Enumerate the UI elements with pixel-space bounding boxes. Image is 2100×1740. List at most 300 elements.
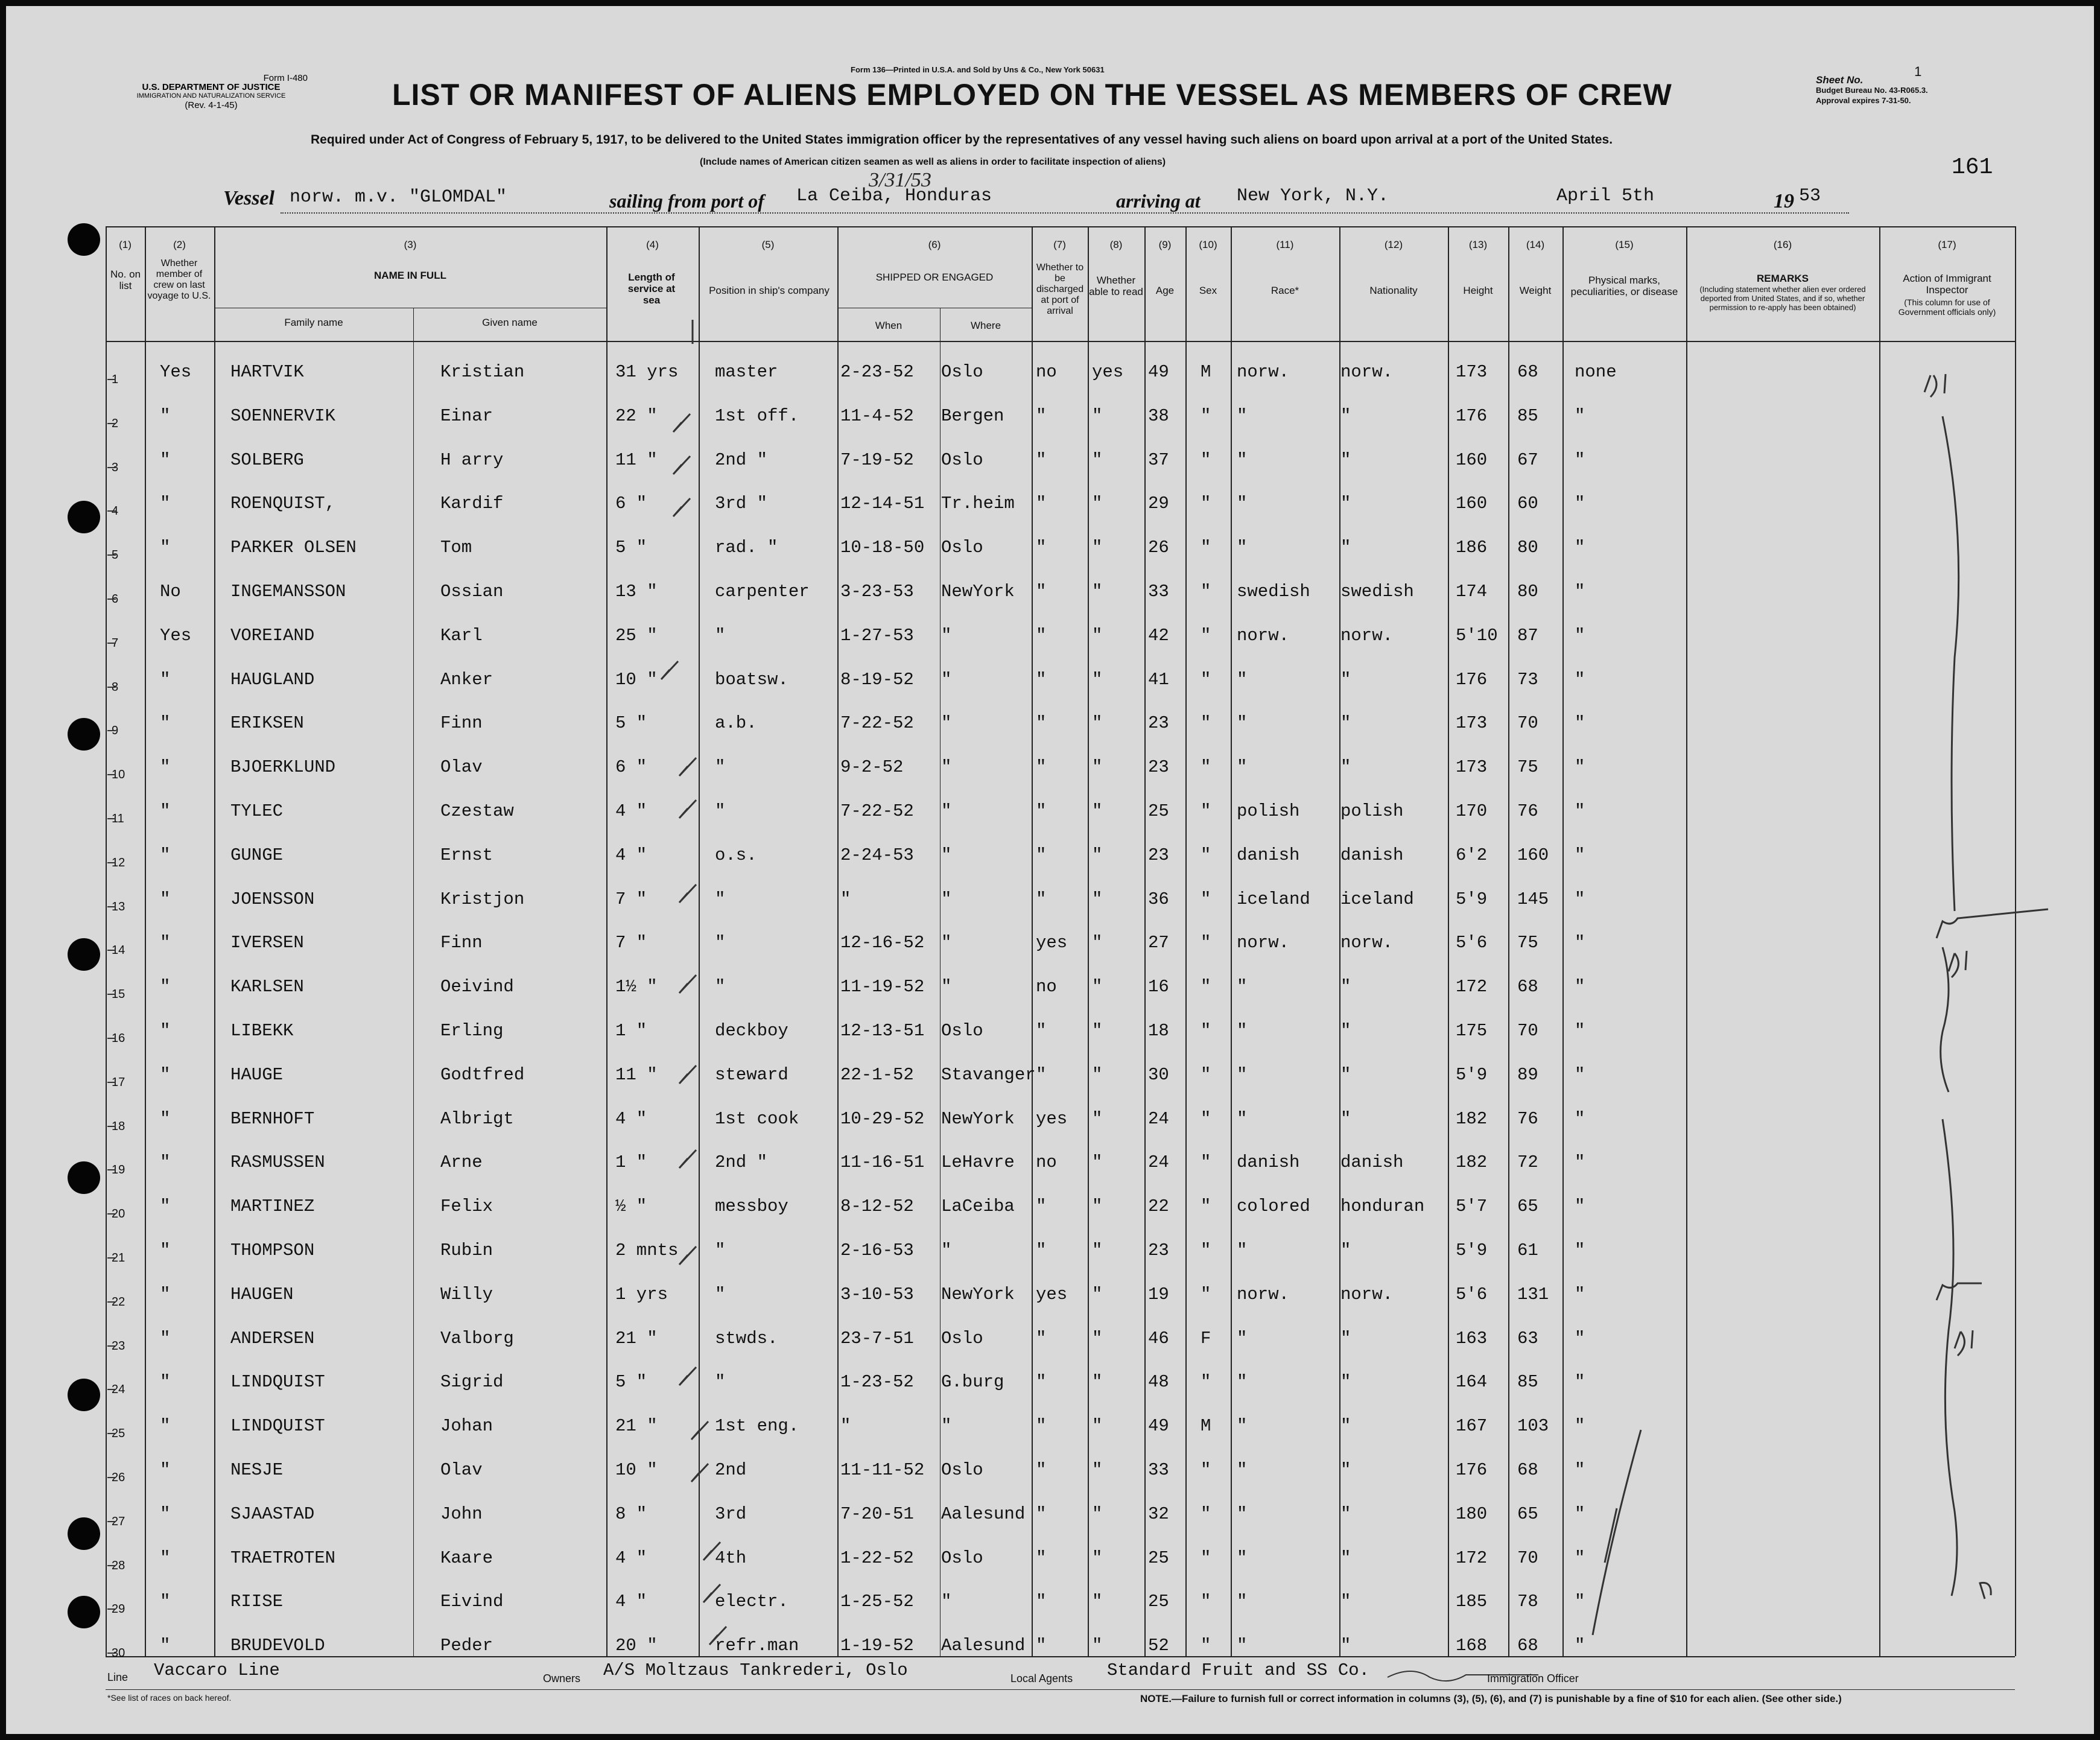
given-name-cell: Finn [440,713,483,733]
race-cell: norw. [1237,362,1290,382]
row-number: 21 [112,1251,125,1265]
family-name-cell: ANDERSEN [230,1329,315,1348]
nationality-cell: norw. [1340,933,1394,953]
height-cell: 5'7 [1456,1196,1488,1216]
position-cell: boatsw. [715,670,788,690]
race-cell: " [1237,1636,1248,1656]
shipped-where-cell: Oslo [941,1548,983,1568]
weight-cell: 80 [1517,582,1538,602]
sex-cell: " [1201,845,1211,865]
sex-cell: " [1201,1592,1211,1611]
weight-cell: 65 [1517,1504,1538,1524]
arriving-label: arriving at [1116,190,1201,212]
shipped-when-cell: 12-14-51 [840,494,925,513]
family-name-cell: NESJE [230,1460,284,1480]
colnum-11: (11) [1276,239,1294,250]
family-name-cell: LINDQUIST [230,1372,325,1392]
age-cell: 24 [1148,1152,1169,1172]
vessel-name: norw. m.v. "GLOMDAL" [290,187,507,208]
colnum-7: (7) [1053,239,1066,250]
height-cell: 5'6 [1456,1284,1488,1304]
row-number: 22 [112,1295,125,1309]
marks-cell: " [1575,1021,1585,1041]
printer-note: Form 136—Printed in U.S.A. and Sold by Uns & Co., New York 50631 [851,65,1105,74]
service-cell: 20 " [615,1636,658,1656]
read-cell: " [1092,1460,1103,1480]
race-cell: " [1237,977,1248,997]
discharge-cell: yes [1036,933,1068,953]
discharge-cell: " [1036,801,1047,821]
marks-cell: " [1575,1372,1585,1392]
position-cell: 1st eng. [715,1416,799,1436]
colnum-15: (15) [1615,239,1634,250]
weight-cell: 160 [1517,845,1549,865]
hdr-read: Whether able to read [1089,275,1143,297]
age-cell: 33 [1148,582,1169,602]
punch-hole-2 [68,501,100,533]
prev-voyage-cell: Yes [160,626,192,646]
sex-cell: " [1201,801,1211,821]
read-cell: " [1092,538,1103,557]
position-cell: " [715,757,726,777]
shipped-when-cell: 2-24-53 [840,845,914,865]
weight-cell: 68 [1517,1636,1538,1656]
nationality-cell: norw. [1340,1284,1394,1304]
age-cell: 38 [1148,406,1169,426]
discharge-cell: no [1036,1152,1057,1172]
marks-cell: " [1575,933,1585,953]
service-cell: 2 mnts [615,1240,679,1260]
position-cell: 3rd " [715,494,768,513]
given-name-cell: Kardif [440,494,504,513]
prev-voyage-cell: " [160,670,171,690]
family-name-cell: BRUDEVOLD [230,1636,325,1656]
row-number: 10 [112,768,125,781]
shipped-when-cell: 1-23-52 [840,1372,914,1392]
sex-cell: M [1201,1416,1211,1436]
service-cell: 8 " [615,1504,647,1524]
marks-cell: " [1575,1065,1585,1085]
row-number: 8 [112,681,119,694]
family-name-cell: INGEMANSSON [230,582,346,602]
family-name-cell: SOENNERVIK [230,406,336,426]
weight-cell: 76 [1517,801,1538,821]
shipped-where-cell: Oslo [941,1460,983,1480]
sex-cell: " [1201,1152,1211,1172]
position-cell: " [715,626,726,646]
read-cell: " [1092,1109,1103,1129]
prev-voyage-cell: Yes [160,362,192,382]
position-cell: " [715,1240,726,1260]
service-cell: 11 " [615,1065,658,1085]
height-cell: 167 [1456,1416,1488,1436]
age-cell: 36 [1148,889,1169,909]
hdr-position: Position in ship's company [709,285,830,296]
shipped-when-cell: 23-7-51 [840,1329,914,1348]
shipped-where-cell: " [941,670,952,690]
service-cell: 1 " [615,1152,647,1172]
shipped-where-cell: " [941,1240,952,1260]
height-cell: 5'10 [1456,626,1498,646]
discharge-cell: " [1036,1460,1047,1480]
position-cell: 2nd " [715,450,768,470]
service-cell: ½ " [615,1196,647,1216]
row-number: 26 [112,1471,125,1484]
marks-cell: " [1575,670,1585,690]
marks-cell: " [1575,450,1585,470]
nationality-cell: " [1340,1636,1351,1656]
marks-cell: " [1575,1636,1585,1656]
discharge-cell: " [1036,1065,1047,1085]
shipped-when-cell: 1-19-52 [840,1636,914,1656]
shipped-when-cell: 22-1-52 [840,1065,914,1085]
discharge-cell: " [1036,1196,1047,1216]
position-cell: o.s. [715,845,757,865]
sex-cell: " [1201,1504,1211,1524]
race-cell: danish [1237,1152,1300,1172]
weight-cell: 87 [1517,626,1538,646]
row-number: 4 [112,504,119,518]
race-cell: " [1237,757,1248,777]
sex-cell: " [1201,582,1211,602]
sex-cell: " [1201,889,1211,909]
weight-cell: 68 [1517,977,1538,997]
discharge-cell: " [1036,1372,1047,1392]
shipped-when-cell: 2-23-52 [840,362,914,382]
discharge-cell: " [1036,845,1047,865]
colnum-14: (14) [1526,239,1545,250]
sex-cell: " [1201,1065,1211,1085]
read-cell: " [1092,1548,1103,1568]
height-cell: 173 [1456,362,1488,382]
height-cell: 176 [1456,406,1488,426]
race-cell: " [1237,1504,1248,1524]
row-number: 24 [112,1383,125,1396]
line-label: Line [107,1671,128,1683]
nationality-cell: honduran [1340,1196,1425,1216]
service-cell: 6 " [615,494,647,513]
colnum-6: (6) [928,239,941,250]
marks-cell: " [1575,1196,1585,1216]
colnum-10: (10) [1199,239,1217,250]
weight-cell: 80 [1517,538,1538,557]
include-line: (Include names of American citizen seamen as well as aliens in order to facilitate inspection of aliens) [700,157,1166,167]
row-number: 20 [112,1207,125,1221]
height-cell: 163 [1456,1329,1488,1348]
sheet-label: Sheet No. [1816,74,1864,86]
age-cell: 41 [1148,670,1169,690]
given-name-cell: Albrigt [440,1109,514,1129]
nationality-cell: norw. [1340,626,1394,646]
row-number: 7 [112,637,119,650]
height-cell: 186 [1456,538,1488,557]
given-name-cell: Johan [440,1416,493,1436]
race-cell: colored [1237,1196,1310,1216]
shipped-where-cell: " [941,845,952,865]
service-name: IMMIGRATION AND NATURALIZATION SERVICE [136,92,286,100]
sex-cell: " [1201,1284,1211,1304]
race-cell: " [1237,494,1248,513]
prev-voyage-cell: " [160,1109,171,1129]
prev-voyage-cell: " [160,1504,171,1524]
shipped-when-cell: 9-2-52 [840,757,904,777]
race-cell: " [1237,1021,1248,1041]
hdr-remarks: REMARKS [1757,273,1809,284]
age-cell: 37 [1148,450,1169,470]
sex-cell: " [1201,1548,1211,1568]
prev-voyage-cell: " [160,1416,171,1436]
nationality-cell: polish [1340,801,1404,821]
shipped-where-cell: " [941,1592,952,1611]
arrival-date: April 5th [1556,186,1655,206]
marks-slash-2 [1605,1508,1617,1563]
race-cell: " [1237,670,1248,690]
shipped-where-cell: Bergen [941,406,1004,426]
service-cell: 10 " [615,670,658,690]
race-cell: iceland [1237,889,1310,909]
discharge-cell: " [1036,538,1047,557]
race-cell: " [1237,1065,1248,1085]
age-cell: 49 [1148,362,1169,382]
shipped-where-cell: " [941,1416,952,1436]
weight-cell: 61 [1517,1240,1538,1260]
agents-label: Local Agents [1010,1672,1073,1684]
prev-voyage-cell: No [160,582,181,602]
sex-cell: " [1201,670,1211,690]
hdr-shipped: SHIPPED OR ENGAGED [875,271,994,283]
prev-voyage-cell: " [160,1240,171,1260]
prev-voyage-cell: " [160,713,171,733]
nationality-cell: " [1340,1240,1351,1260]
line-value: Vaccaro Line [154,1660,280,1680]
approval: Approval expires 7-31-50. [1816,96,1911,105]
service-cell: 10 " [615,1460,658,1480]
marks-cell: " [1575,1504,1585,1524]
discharge-cell: yes [1036,1284,1068,1304]
inspector-mark-22 [1937,1283,1982,1300]
shipped-where-cell: Stavanger [941,1065,1036,1085]
given-name-cell: Olav [440,1460,483,1480]
position-cell: " [715,933,726,953]
nationality-cell: " [1340,1592,1351,1611]
discharge-cell: " [1036,1504,1047,1524]
hdr-discharged: Whether to be discharged at port of arrival [1036,262,1084,316]
marks-cell: " [1575,406,1585,426]
discharge-cell: no [1036,977,1057,997]
position-cell: 2nd [715,1460,747,1480]
read-cell: " [1092,1240,1103,1260]
shipped-where-cell: " [941,977,952,997]
position-cell: messboy [715,1196,788,1216]
department: U.S. DEPARTMENT OF JUSTICE [142,82,281,92]
handwritten-annotations [6,6,2094,1734]
shipped-when-cell: 10-18-50 [840,538,925,557]
penalty-note: NOTE.—Failure to furnish full or correct information in columns (3), (5), (6), and (7) is punishable by a fine of $10 for each alien. (See other side.) [1140,1693,1842,1704]
shipped-where-cell: " [941,801,952,821]
nationality-cell: " [1340,494,1351,513]
shipped-when-cell: 1-25-52 [840,1592,914,1611]
hdr-nationality: Nationality [1369,285,1418,296]
discharge-cell: " [1036,450,1047,470]
weight-cell: 75 [1517,933,1538,953]
race-cell: " [1237,450,1248,470]
prev-voyage-cell: " [160,1372,171,1392]
family-name-cell: VOREIAND [230,626,315,646]
position-cell: " [715,1284,726,1304]
given-name-cell: John [440,1504,483,1524]
punch-hole-8 [68,1596,100,1628]
height-cell: 174 [1456,582,1488,602]
position-cell: refr.man [715,1636,799,1656]
nationality-cell: " [1340,977,1351,997]
discharge-cell: " [1036,406,1047,426]
shipped-where-cell: " [941,889,952,909]
age-cell: 19 [1148,1284,1169,1304]
shipped-where-cell: " [941,757,952,777]
row-number: 13 [112,900,125,913]
shipped-where-cell: NewYork [941,1284,1015,1304]
marks-cell: " [1575,1284,1585,1304]
prev-voyage-cell: " [160,1329,171,1348]
weight-cell: 131 [1517,1284,1549,1304]
age-cell: 25 [1148,1592,1169,1611]
race-cell: norw. [1237,1284,1290,1304]
read-cell: " [1092,845,1103,865]
family-name-cell: BJOERKLUND [230,757,336,777]
colnum-1: (1) [119,239,132,250]
hdr-where: Where [970,320,1001,331]
given-name-cell: Tom [440,538,472,557]
hdr-family: Family name [284,317,343,328]
prev-voyage-cell: " [160,450,171,470]
inspector-mark-29 [1980,1583,1991,1599]
family-name-cell: ERIKSEN [230,713,304,733]
colnum-3: (3) [404,239,417,250]
shipped-when-cell: 8-12-52 [840,1196,914,1216]
weight-cell: 67 [1517,450,1538,470]
position-cell: steward [715,1065,788,1085]
nationality-cell: " [1340,757,1351,777]
family-name-cell: THOMPSON [230,1240,315,1260]
prev-voyage-cell: " [160,801,171,821]
given-name-cell: Kristjon [440,889,525,909]
position-cell: " [715,1372,726,1392]
colnum-12: (12) [1384,239,1403,250]
shipped-when-cell: 12-16-52 [840,933,925,953]
year-prefix: 19 [1774,190,1794,212]
sex-cell: " [1201,757,1211,777]
weight-cell: 78 [1517,1592,1538,1611]
row-number: 17 [112,1076,125,1089]
given-name-cell: Finn [440,933,483,953]
service-cell: 22 " [615,406,658,426]
race-cell: swedish [1237,582,1310,602]
shipped-where-cell: Aalesund [941,1636,1026,1656]
hdr-no: No. on list [110,268,141,291]
family-name-cell: SOLBERG [230,450,304,470]
hdr-race: Race* [1270,285,1299,296]
read-cell: " [1092,713,1103,733]
row-number: 6 [112,592,119,606]
given-name-cell: Kaare [440,1548,493,1568]
hdr-prev-voyage: Whether member of crew on last voyage to U.S. [147,258,211,301]
age-cell: 49 [1148,1416,1169,1436]
read-cell: " [1092,1636,1103,1656]
shipped-when-cell: 7-22-52 [840,713,914,733]
sex-cell: " [1201,1196,1211,1216]
shipped-where-cell: " [941,933,952,953]
service-cell: 4 " [615,1592,647,1611]
prev-voyage-cell: " [160,757,171,777]
height-cell: 5'9 [1456,1065,1488,1085]
family-name-cell: HARTVIK [230,362,304,382]
prev-voyage-cell: " [160,1636,171,1656]
sailing-port: La Ceiba, Honduras [796,186,992,206]
age-cell: 48 [1148,1372,1169,1392]
discharge-cell: " [1036,1636,1047,1656]
age-cell: 18 [1148,1021,1169,1041]
weight-cell: 85 [1517,1372,1538,1392]
nationality-cell: iceland [1340,889,1414,909]
given-name-cell: Ernst [440,845,493,865]
prev-voyage-cell: " [160,1196,171,1216]
sex-cell: " [1201,1636,1211,1656]
colnum-17: (17) [1938,239,1956,250]
shipped-where-cell: Oslo [941,1329,983,1348]
nationality-cell: " [1340,1372,1351,1392]
read-cell: " [1092,1021,1103,1041]
height-cell: 172 [1456,977,1488,997]
race-cell: polish [1237,801,1300,821]
shipped-where-cell: Oslo [941,1021,983,1041]
stamp-number: 161 [1952,154,1993,180]
position-cell: 2nd " [715,1152,768,1172]
read-cell: " [1092,889,1103,909]
position-cell: rad. " [715,538,778,557]
nationality-cell: " [1340,1109,1351,1129]
colnum-4: (4) [646,239,659,250]
colnum-13: (13) [1468,239,1488,250]
height-cell: 173 [1456,713,1488,733]
given-name-cell: Oeivind [440,977,514,997]
given-name-cell: Einar [440,406,493,426]
read-cell: yes [1092,362,1124,382]
prev-voyage-cell: " [160,406,171,426]
inspector-mark-23 [1955,1330,1973,1356]
position-cell: 1st cook [715,1109,799,1129]
shipped-where-cell: G.burg [941,1372,1004,1392]
sex-cell: " [1201,1460,1211,1480]
shipped-where-cell: " [941,626,952,646]
race-cell: " [1237,1109,1248,1129]
colnum-8: (8) [1109,239,1123,250]
read-cell: " [1092,582,1103,602]
prev-voyage-cell: " [160,1592,171,1611]
family-name-cell: PARKER OLSEN [230,538,357,557]
sex-cell: " [1201,1240,1211,1260]
weight-cell: 76 [1517,1109,1538,1129]
weight-cell: 60 [1517,494,1538,513]
service-cell: 4 " [615,1109,647,1129]
page-title: LIST OR MANIFEST OF ALIENS EMPLOYED ON THE VESSEL AS MEMBERS OF CREW [392,78,1672,112]
shipped-when-cell: 11-11-52 [840,1460,925,1480]
prev-voyage-cell: " [160,1065,171,1085]
shipped-where-cell: " [941,713,952,733]
age-cell: 32 [1148,1504,1169,1524]
hdr-weight: Weight [1519,285,1552,296]
sailing-label: sailing from port of [609,190,764,212]
sex-cell: M [1201,362,1211,382]
